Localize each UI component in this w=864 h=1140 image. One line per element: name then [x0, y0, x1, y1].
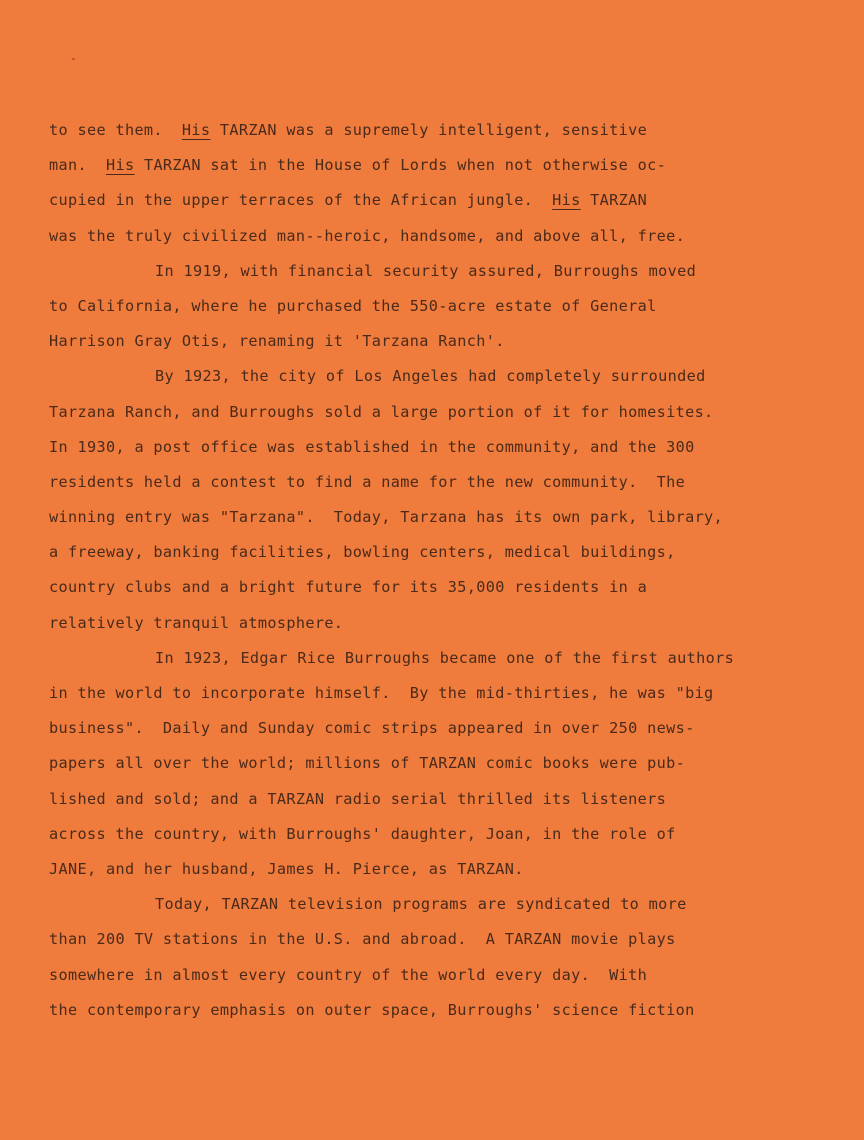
text-segment: business". Daily and Sunday comic strips appeared in over 250 news- [49, 719, 695, 738]
text-segment: Harrison Gray Otis, renaming it 'Tarzana Ranch'. [49, 332, 505, 351]
text-line [49, 711, 839, 746]
text-segment: country clubs and a bright future for its 35,000 residents in a [49, 578, 648, 597]
text-line [49, 359, 839, 394]
text-line [49, 922, 839, 957]
text-line [49, 746, 839, 781]
text-segment: winning entry was "Tarzana". Today, Tarzana has its own park, library, [49, 508, 724, 527]
text-line [49, 993, 839, 1028]
text-segment: In 1923, Edgar Rice Burroughs became one of the first authors [155, 648, 735, 667]
text-line [49, 958, 839, 993]
text-line [49, 395, 839, 430]
text-segment: residents held a contest to find a name for the new community. The [49, 472, 686, 491]
text-segment: Today, TARZAN television programs are syndicated to more [155, 895, 687, 914]
text-line [49, 289, 839, 324]
text-line [49, 148, 839, 183]
text-line [49, 500, 839, 535]
body-text [49, 113, 839, 1028]
text-segment: relatively tranquil atmosphere. [49, 613, 344, 632]
text-line [49, 641, 839, 676]
text-segment: TARZAN sat in the House of Lords when not otherwise oc- [134, 156, 667, 175]
paper-speck [72, 58, 75, 60]
text-line [49, 852, 839, 887]
text-segment: Tarzana Ranch, and Burroughs sold a large portion of it for homesites. [49, 402, 714, 421]
underlined-word: His [181, 121, 211, 139]
underlined-word: His [552, 191, 581, 210]
text-segment: In 1930, a post office was established in the community, and the 300 [49, 437, 695, 456]
text-line [49, 535, 839, 570]
text-segment: In 1919, with financial security assured, Burroughs moved [155, 261, 697, 280]
text-segment: to see them. [49, 121, 182, 139]
text-segment: across the country, with Burroughs' daughter, Joan, in the role of [49, 824, 676, 843]
text-segment: the contemporary emphasis on outer space, Burroughs' science fiction [49, 1000, 695, 1019]
text-line [49, 887, 839, 922]
text-segment: than 200 TV stations in the U.S. and abroad. A TARZAN movie plays [49, 930, 676, 949]
text-segment: TARZAN [580, 191, 648, 210]
text-segment: TARZAN was a supremely intelligent, sensitive [210, 121, 648, 139]
text-line [49, 113, 839, 148]
text-segment: in the world to incorporate himself. By the mid-thirties, he was "big [49, 684, 714, 702]
text-segment: a freeway, banking facilities, bowling centers, medical buildings, [49, 543, 676, 562]
text-segment: By 1923, the city of Los Angeles had completely surrounded [155, 367, 706, 386]
text-line [49, 817, 839, 852]
text-line [49, 570, 839, 605]
text-segment: was the truly civilized man--heroic, handsome, and above all, free. [49, 226, 686, 245]
underlined-word: His [105, 156, 135, 175]
text-segment: lished and sold; and a TARZAN radio serial thrilled its listeners [49, 789, 667, 808]
text-segment: cupied in the upper terraces of the African jungle. [49, 191, 553, 210]
text-line [49, 324, 839, 359]
text-segment: papers all over the world; millions of TARZAN comic books were pub- [49, 754, 686, 773]
text-line [49, 183, 839, 218]
text-line [49, 676, 839, 711]
text-segment: to California, where he purchased the 550-acre estate of General [49, 296, 657, 315]
text-line [49, 782, 839, 817]
text-segment: JANE, and her husband, James H. Pierce, as TARZAN. [49, 859, 524, 878]
text-line [49, 606, 839, 641]
text-line [49, 254, 839, 289]
text-segment: somewhere in almost every country of the world every day. With [49, 965, 648, 984]
text-segment: man. [49, 156, 106, 175]
text-line [49, 465, 839, 500]
text-line [49, 219, 839, 254]
text-line [49, 430, 839, 465]
